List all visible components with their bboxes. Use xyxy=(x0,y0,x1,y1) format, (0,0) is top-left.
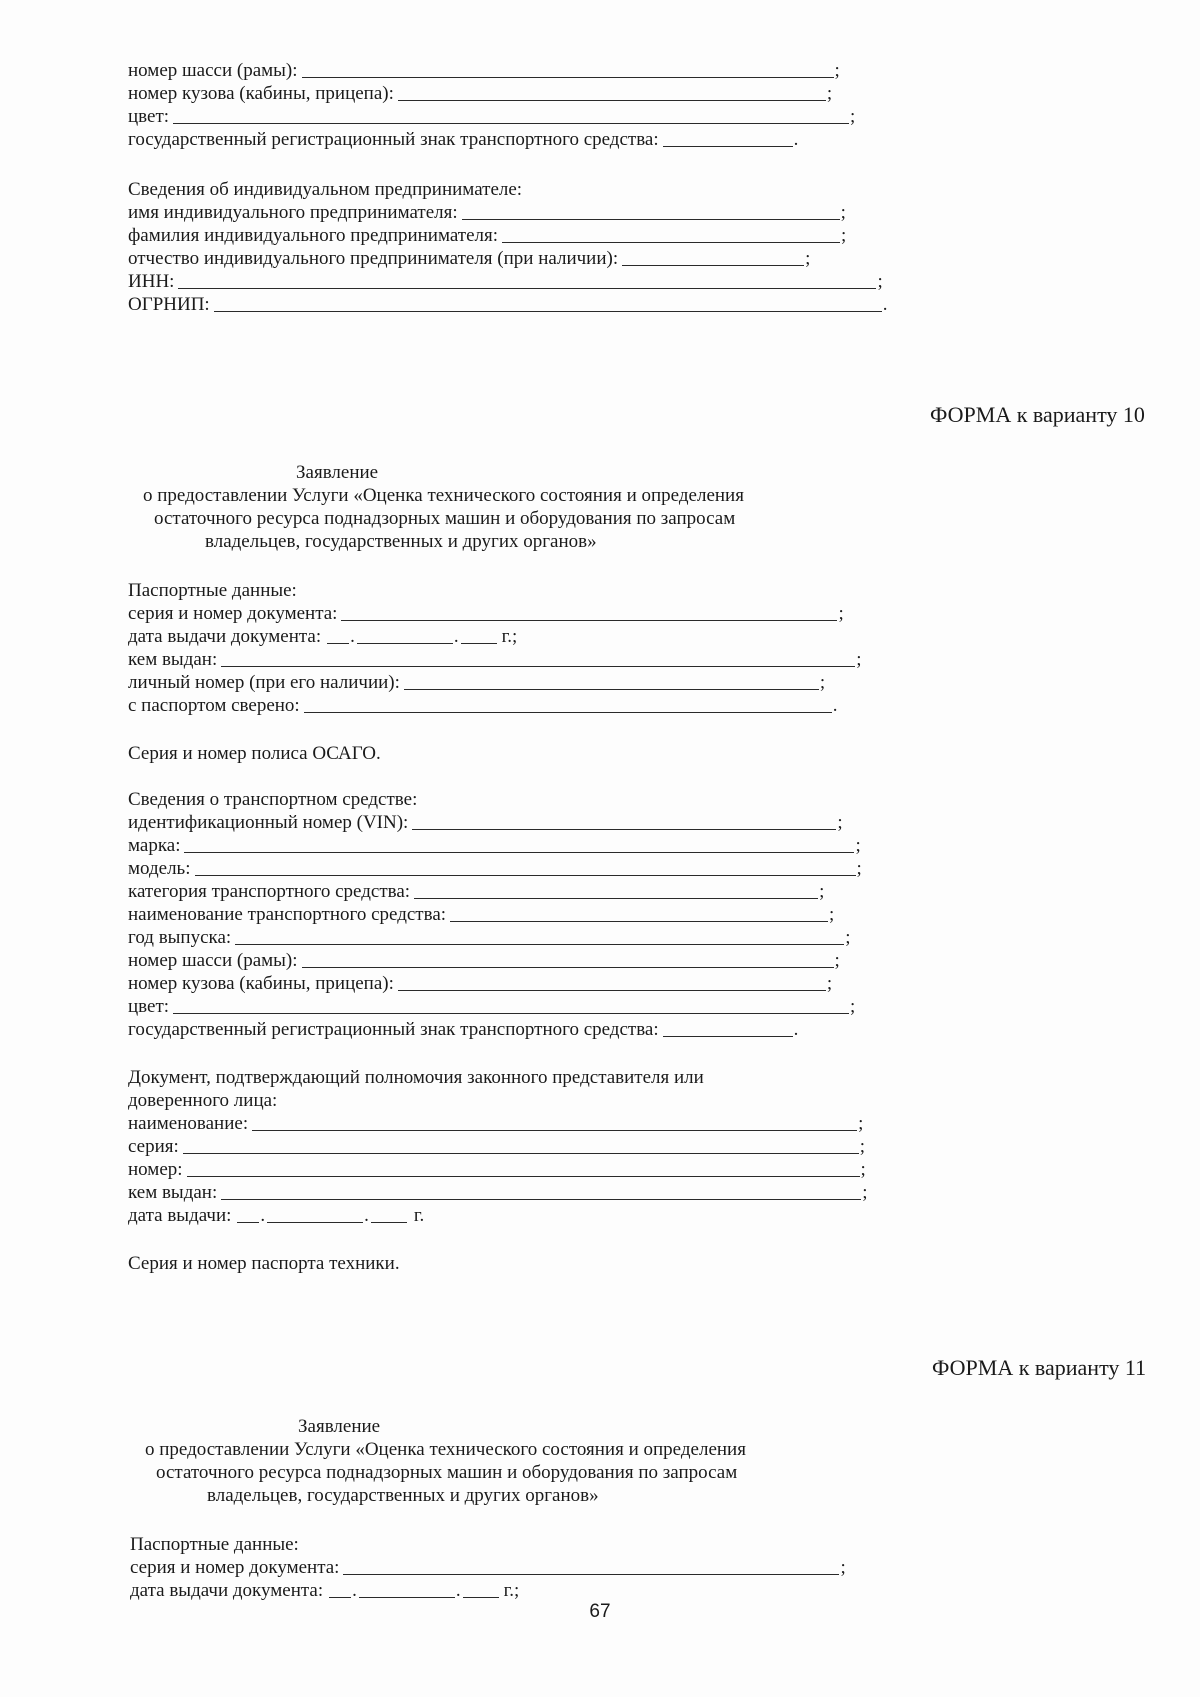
passport-date-suffix: г.; xyxy=(501,626,518,647)
punct: . xyxy=(260,1205,266,1226)
punct: ; xyxy=(845,927,851,948)
form10-body-row xyxy=(128,972,832,995)
plate-label: государственный регистрационный знак транспортного средства: xyxy=(128,129,659,150)
form11-title-line2: остаточного ресурса поднадзорных машин и оборудования по запросам xyxy=(156,1462,738,1483)
year-label: год выпуска: xyxy=(128,927,232,948)
ip-surname-label: фамилия индивидуального предпринимателя: xyxy=(128,225,499,246)
passport-month-blank[interactable] xyxy=(359,1581,455,1598)
punct: ; xyxy=(837,812,843,833)
punct: ; xyxy=(826,973,833,994)
punct: ; xyxy=(829,904,835,925)
body-blank[interactable] xyxy=(398,84,826,101)
color-blank[interactable] xyxy=(173,107,849,124)
form10-rep-issued-by-row xyxy=(128,1181,868,1204)
ip-patronymic-row xyxy=(128,247,810,270)
rep-name-blank[interactable] xyxy=(252,1114,857,1131)
punct: . xyxy=(350,626,355,647)
personal-number-label: личный номер (при его наличии): xyxy=(128,672,400,693)
vehicle-name-blank[interactable] xyxy=(450,905,828,922)
form10-issued-by-row xyxy=(128,648,862,671)
plate-blank[interactable] xyxy=(663,130,793,147)
punct: ; xyxy=(855,835,861,856)
ip-surname-row xyxy=(128,224,846,247)
chassis-blank[interactable] xyxy=(302,61,834,78)
passport-date-label: дата выдачи документа: xyxy=(128,626,322,647)
punct: . xyxy=(793,1019,799,1040)
punct: ; xyxy=(834,950,840,971)
brand-label: марка: xyxy=(128,835,181,856)
form10-chassis-row xyxy=(128,949,840,972)
form10-title-line2: остаточного ресурса поднадзорных машин и оборудования по запросам xyxy=(154,508,736,529)
plate-blank[interactable] xyxy=(663,1020,793,1037)
passport-day-blank[interactable] xyxy=(327,627,349,644)
rep-name-label: наименование: xyxy=(128,1113,249,1134)
category-blank[interactable] xyxy=(414,882,818,899)
personal-number-blank[interactable] xyxy=(404,673,819,690)
brand-blank[interactable] xyxy=(184,836,854,853)
form10-color-row xyxy=(128,995,855,1018)
category-label: категория транспортного средства: xyxy=(128,881,411,902)
ogrnip-label: ОГРНИП: xyxy=(128,294,210,315)
body-label: номер кузова (кабины, прицепа): xyxy=(128,973,394,994)
model-label: модель: xyxy=(128,858,191,879)
punct: ; xyxy=(862,1182,868,1203)
form10-rep-number-row xyxy=(128,1158,866,1181)
punct: ; xyxy=(850,106,856,127)
rep-month-blank[interactable] xyxy=(267,1206,363,1223)
punct: . xyxy=(352,1580,357,1601)
ip-name-label: имя индивидуального предпринимателя: xyxy=(128,202,458,223)
ip-name-row xyxy=(128,201,846,224)
ogrnip-blank[interactable] xyxy=(214,295,882,312)
punct: ; xyxy=(856,649,862,670)
color-field-row xyxy=(128,105,855,128)
punct: ; xyxy=(850,996,856,1017)
ip-patronymic-label: отчество индивидуального предпринимателя (при наличии): xyxy=(128,248,619,269)
form10-model-row xyxy=(128,857,862,880)
punct: ; xyxy=(838,603,844,624)
chassis-field-row xyxy=(128,59,840,82)
form11-title-line1: о предоставлении Услуги «Оценка технического состояния и определения xyxy=(145,1439,746,1460)
vin-label: идентификационный номер (VIN): xyxy=(128,812,409,833)
punct: . xyxy=(882,294,888,315)
chassis-label: номер шасси (рамы): xyxy=(128,60,298,81)
model-blank[interactable] xyxy=(195,859,856,876)
passport-year-blank[interactable] xyxy=(463,1581,499,1598)
form11-passport-header: Паспортные данные: xyxy=(130,1534,299,1555)
issued-by-label: кем выдан: xyxy=(128,649,218,670)
rep-series-label: серия: xyxy=(128,1136,179,1157)
ip-surname-blank[interactable] xyxy=(502,226,840,243)
passport-month-blank[interactable] xyxy=(357,627,453,644)
form10-rep-doc-line1: Документ, подтверждающий полномочия законного представителя или xyxy=(128,1067,704,1088)
form10-passport-checked-row xyxy=(128,694,837,717)
chassis-label: номер шасси (рамы): xyxy=(128,950,298,971)
color-label: цвет: xyxy=(128,106,170,127)
color-label: цвет: xyxy=(128,996,170,1017)
form10-vin-row xyxy=(128,811,843,834)
inn-blank[interactable] xyxy=(178,272,876,289)
chassis-blank[interactable] xyxy=(302,951,834,968)
punct: ; xyxy=(840,202,846,223)
punct: . xyxy=(793,129,799,150)
form10-rep-date-row xyxy=(128,1204,424,1227)
rep-date-label: дата выдачи: xyxy=(128,1205,232,1226)
ip-section-header: Сведения об индивидуальном предпринимателе: xyxy=(128,179,523,200)
plate-label: государственный регистрационный знак транспортного средства: xyxy=(128,1019,659,1040)
punct: ; xyxy=(805,248,811,269)
rep-number-blank[interactable] xyxy=(187,1160,860,1177)
form10-title-line3: владельцев, государственных и других органов» xyxy=(205,531,597,552)
passport-checked-blank[interactable] xyxy=(304,696,832,713)
form10-passport-date-row xyxy=(128,625,517,648)
vin-blank[interactable] xyxy=(412,813,836,830)
form10-year-row xyxy=(128,926,850,949)
form10-rep-name-row xyxy=(128,1112,863,1135)
ip-name-blank[interactable] xyxy=(462,203,840,220)
punct: ; xyxy=(840,1557,846,1578)
form10-personal-number-row xyxy=(128,671,825,694)
year-blank[interactable] xyxy=(235,928,844,945)
rep-series-blank[interactable] xyxy=(183,1137,859,1154)
form10-brand-row xyxy=(128,834,861,857)
punct: ; xyxy=(858,1113,864,1134)
passport-date-label: дата выдачи документа: xyxy=(130,1580,324,1601)
inn-label: ИНН: xyxy=(128,271,175,292)
plate-field-row xyxy=(128,128,798,151)
form11-zayavlenie: Заявление xyxy=(298,1416,381,1437)
punct: ; xyxy=(819,672,826,693)
passport-checked-label: с паспортом сверено: xyxy=(128,695,300,716)
body-label: номер кузова (кабины, прицепа): xyxy=(128,83,394,104)
form10-title-line1: о предоставлении Услуги «Оценка технического состояния и определения xyxy=(143,485,744,506)
punct: ; xyxy=(860,1159,866,1180)
form11-title-line3: владельцев, государственных и других органов» xyxy=(207,1485,599,1506)
ip-patronymic-blank[interactable] xyxy=(622,249,804,266)
form11-passport-date-row xyxy=(130,1579,519,1602)
form10-rep-series-row xyxy=(128,1135,865,1158)
punct: ; xyxy=(841,225,847,246)
punct: . xyxy=(832,695,838,716)
color-blank[interactable] xyxy=(173,997,849,1014)
punct: ; xyxy=(834,60,840,81)
punct: ; xyxy=(819,881,825,902)
form10-passport-header: Паспортные данные: xyxy=(128,580,297,601)
punct: ; xyxy=(856,858,862,879)
form10-plate-row xyxy=(128,1018,798,1041)
form11-title: ФОРМА к варианту 11 xyxy=(932,1355,1147,1380)
vehicle-name-label: наименование транспортного средства: xyxy=(128,904,447,925)
punct: ; xyxy=(877,271,883,292)
form10-tech-passport: Серия и номер паспорта техники. xyxy=(128,1253,400,1274)
page-number: 67 xyxy=(589,1601,611,1622)
rep-issued-by-label: кем выдан: xyxy=(128,1182,218,1203)
punct: . xyxy=(453,626,459,647)
passport-series-blank[interactable] xyxy=(343,1558,839,1575)
inn-row xyxy=(128,270,883,293)
form10-osago: Серия и номер полиса ОСАГО. xyxy=(128,743,381,764)
ogrnip-row xyxy=(128,293,887,316)
punct: ; xyxy=(859,1136,866,1157)
body-field-row xyxy=(128,82,832,105)
punct: . xyxy=(364,1205,369,1226)
form10-zayavlenie: Заявление xyxy=(296,462,379,483)
form10-category-row xyxy=(128,880,824,903)
punct: ; xyxy=(826,83,833,104)
rep-date-suffix: г. xyxy=(413,1205,425,1226)
form10-passport-series-row xyxy=(128,602,844,625)
body-blank[interactable] xyxy=(398,974,826,991)
passport-year-blank[interactable] xyxy=(461,627,497,644)
rep-day-blank[interactable] xyxy=(237,1206,259,1223)
passport-series-label: серия и номер документа: xyxy=(128,603,338,624)
rep-number-label: номер: xyxy=(128,1159,183,1180)
passport-series-label: серия и номер документа: xyxy=(130,1557,340,1578)
form10-title: ФОРМА к варианту 10 xyxy=(930,402,1145,427)
form11-passport-series-row xyxy=(130,1556,846,1579)
passport-series-blank[interactable] xyxy=(341,604,837,621)
passport-date-suffix: г.; xyxy=(503,1580,520,1601)
rep-issued-by-blank[interactable] xyxy=(221,1183,861,1200)
passport-day-blank[interactable] xyxy=(329,1581,351,1598)
form10-rep-doc-line2: доверенного лица: xyxy=(128,1090,278,1111)
rep-year-blank[interactable] xyxy=(371,1206,407,1223)
issued-by-blank[interactable] xyxy=(221,650,855,667)
form10-vehicle-name-row xyxy=(128,903,834,926)
punct: . xyxy=(455,1580,461,1601)
form10-vehicle-header: Сведения о транспортном средстве: xyxy=(128,789,418,810)
